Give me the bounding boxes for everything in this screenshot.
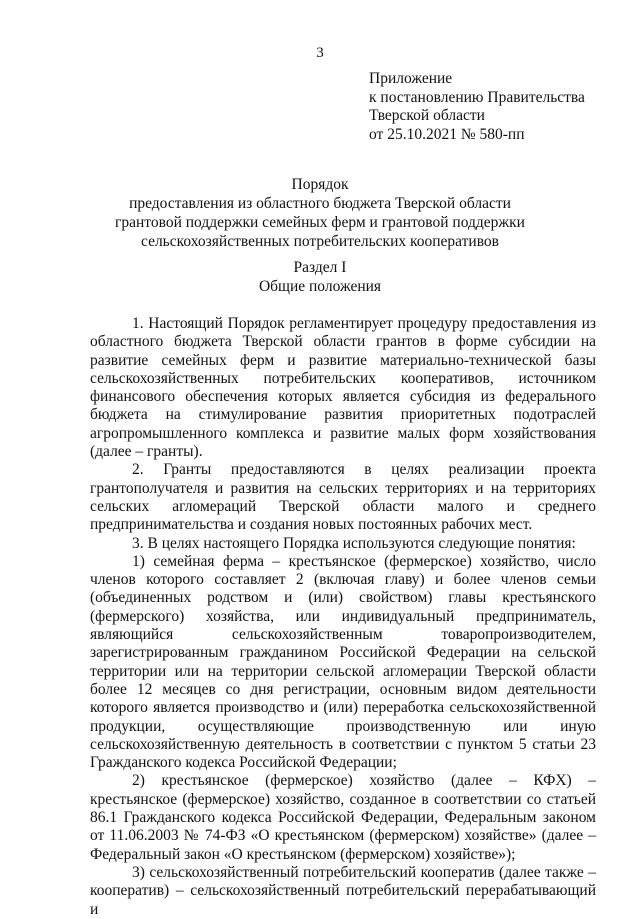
appendix-line: к постановлению Правительства xyxy=(369,88,585,106)
section-name: Общие положения xyxy=(258,278,382,295)
title-line: предоставления из областного бюджета Тверской области xyxy=(129,195,511,212)
paragraph: 2. Гранты предоставляются в целях реализации проекта грантополучателя и развития на сельских территориях и на территориях сельских агломераций Тверской области малого и среднего предпринимательства и создания новых постоянных рабочих мест. xyxy=(90,461,596,534)
appendix-header xyxy=(369,70,585,144)
appendix-line: Приложение xyxy=(369,70,453,87)
appendix-line: Тверской области xyxy=(369,107,485,124)
body-text xyxy=(90,315,596,919)
document-title xyxy=(0,175,640,251)
title-line: грантовой поддержки семейных ферм и грантовой поддержки xyxy=(115,214,525,231)
paragraph: 3. В целях настоящего Порядка используются следующие понятия: xyxy=(132,534,576,552)
title-line: сельскохозяйственных потребительских кооперативов xyxy=(141,233,499,250)
title-line: Порядок xyxy=(291,176,349,193)
paragraph: 1) семейная ферма – крестьянское (фермерское) хозяйство, число членов которого составляет 2 (включая главу) и более членов семьи (объединенных родством и (или) свойством) главы крестьянского (фермерского) хозяйства, или индивидуальный предприниматель, являющийся сельскохозяйственным товаропроизводителем, зарегистрированным гражданином Российской Федерации на сельской территории или на территории сельской агломерации Тверской области более 12 месяцев со дня регистрации, основным видом деятельности которого является производство и (или) переработка сельскохозяйственной продукции, осуществляющие производственную или иную сельскохозяйственную деятельность в соответствии с пунктом 5 статьи 23 Гражданского кодекса Российской Федерации; xyxy=(90,552,596,772)
paragraph: 3) сельскохозяйственный потребительский кооператив (далее также – кооператив) – сельскохозяйственный потребительский перерабатывающий и xyxy=(90,863,596,918)
appendix-date-number: от 25.10.2021 № 580-пп xyxy=(369,125,525,143)
page-number: 3 xyxy=(316,45,324,61)
paragraph: 2) крестьянское (фермерское) хозяйство (далее – КФХ) – крестьянское (фермерское) хозяйство, созданное в соответствии со статьей 86.1 Гражданского кодекса Российской Федерации, Федеральным законом от 11.06.2003 № 74-ФЗ «О крестьянском (фермерском) хозяйстве» (далее – Федеральный закон «О крестьянском (фермерском) хозяйстве»); xyxy=(90,772,596,863)
paragraph: 1. Настоящий Порядок регламентирует процедуру предоставления из областного бюджета Тверской области грантов в форме субсидии на развитие семейных ферм и развитие материально-технической базы сельскохозяйственных потребительских кооперативов, источником финансового обеспечения которых является субсидия из федерального бюджета на стимулирование развития приоритетных подотраслей агропромышленного комплекса и развитие малых форм хозяйствования (далее – гранты). xyxy=(90,315,596,461)
section-heading xyxy=(0,258,640,296)
section-number: Раздел I xyxy=(293,259,347,276)
